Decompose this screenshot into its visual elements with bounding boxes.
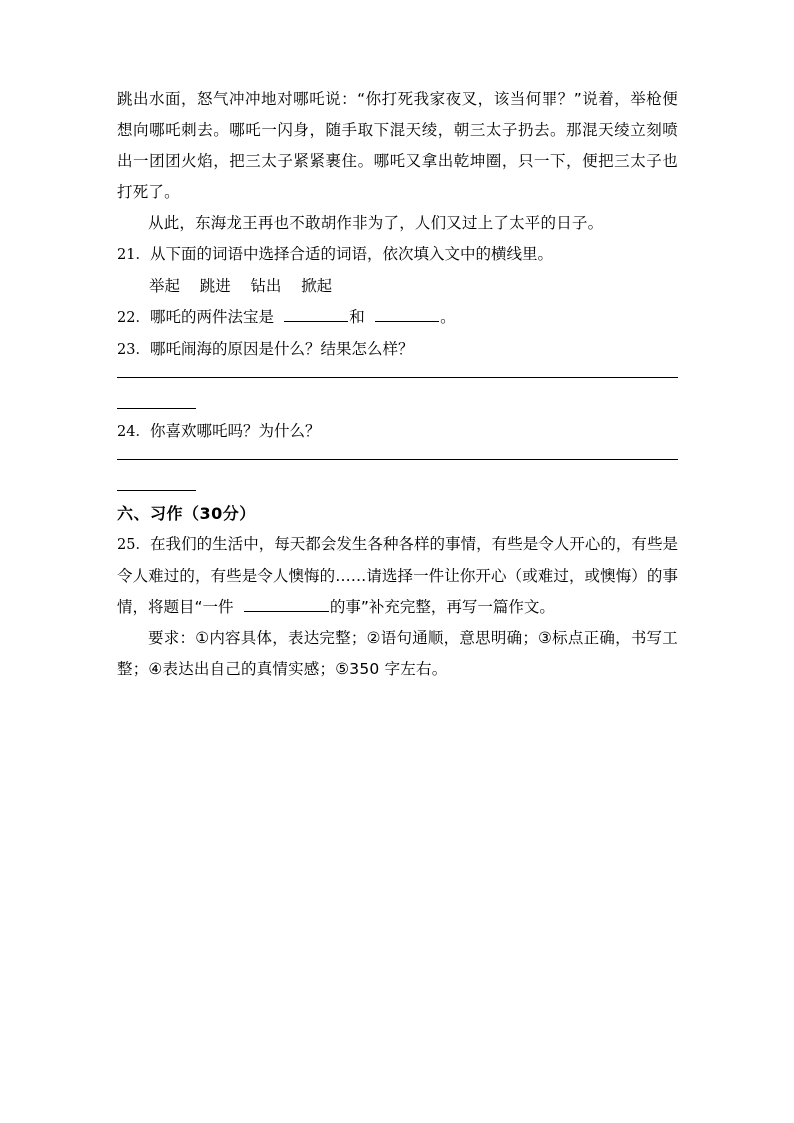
question-24-answer-area xyxy=(117,448,678,491)
answer-line-short[interactable] xyxy=(117,408,196,409)
question-22-text-before: 哪吒的两件法宝是 xyxy=(149,308,274,326)
question-23-text: 哪吒闹海的原因是什么？结果怎么样？ xyxy=(149,340,414,358)
question-24 xyxy=(117,416,678,448)
question-24-number: 24． xyxy=(117,424,150,440)
question-24-text: 你喜欢哪吒吗？为什么？ xyxy=(149,422,321,440)
question-22-text-middle: 和 xyxy=(349,308,365,326)
question-22-number: 22． xyxy=(117,310,150,326)
question-23-answer-area xyxy=(117,366,678,409)
question-21-text: 从下面的词语中选择合适的词语，依次填入文中的横线里。 xyxy=(149,245,553,263)
question-25-title-blank[interactable] xyxy=(244,596,329,613)
question-21-number: 21． xyxy=(117,247,150,263)
question-22-blank-1[interactable] xyxy=(284,306,348,323)
question-22-blank-2[interactable] xyxy=(375,306,439,323)
passage-paragraph-2: 从此，东海龙王再也不敢胡作非为了，人们又过上了太平的日子。 xyxy=(148,214,604,232)
question-25 xyxy=(117,529,678,623)
answer-line-full[interactable] xyxy=(117,459,678,460)
question-25-requirements: 要求：①内容具体，表达完整；②语句通顺，意思明确；③标点正确，书写工整；④表达出自己的真情实感；⑤350 字左右。 xyxy=(117,629,678,678)
question-21-word-bank: 举起 跳进 钻出 掀起 xyxy=(149,277,333,295)
answer-line-short[interactable] xyxy=(117,490,196,491)
page-content xyxy=(117,84,678,685)
passage-paragraph-1: 跳出水面，怒气冲冲地对哪吒说：“你打死我家夜叉，该当何罪？”说着，举枪便想向哪吒刺去。哪吒一闪身，随手取下混天绫，朝三太子扔去。那混天绫立刻喷出一团团火焰，把三太子紧紧裹住。哪吒又拿出乾坤圈，只一下，便把三太子也打死了。 xyxy=(117,90,678,201)
question-25-number: 25． xyxy=(117,537,151,553)
question-23-number: 23． xyxy=(117,342,150,358)
answer-line-full[interactable] xyxy=(117,377,678,378)
section-heading-composition: 六、习作（30分） xyxy=(117,504,256,523)
question-25-prompt-after: 的事”补充完整，再写一篇作文。 xyxy=(329,598,555,616)
question-22-text-after: 。 xyxy=(440,308,456,326)
question-22 xyxy=(117,302,678,334)
question-23 xyxy=(117,334,678,366)
question-25-prompt-before: 在我们的生活中，每天都会发生各种各样的事情，有些是令人开心的，有些是令人难过的，有些是令人懊悔的……请选择一件让你开心（或难过，或懊悔）的事情，将题目“一件 xyxy=(117,535,678,616)
question-21 xyxy=(117,239,678,271)
